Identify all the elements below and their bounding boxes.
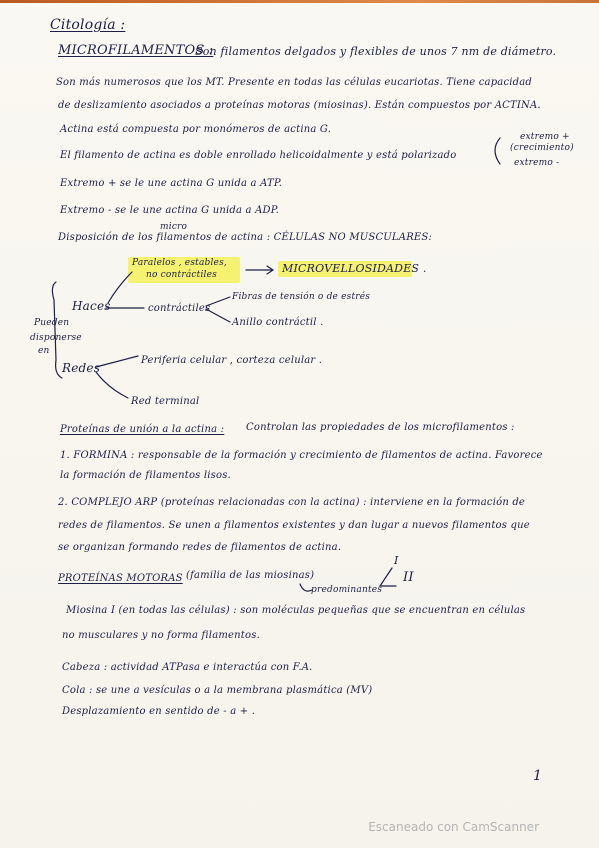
- side-note-1: Pueden: [34, 318, 70, 328]
- arp-line-1: 2. COMPLEJO ARP (proteínas relacionadas con la actina) : interviene en la formación de: [58, 497, 526, 508]
- paralelos-label: Paralelos , estables,: [132, 258, 227, 268]
- proteinas-union-heading: Proteínas de unión a la actina :: [60, 424, 225, 435]
- text-line-2: de deslizamiento asociados a proteínas motoras (miosinas). Están compuestos por ACTINA.: [58, 100, 541, 111]
- disposicion-post: filamentos de actina : CÉLULAS NO MUSCULARES:: [156, 232, 433, 243]
- haces-label: Haces: [72, 299, 111, 313]
- cola-line: Cola : se une a vesículas o a la membrana plasmática (MV): [62, 685, 373, 696]
- side-note-3: en: [38, 346, 50, 356]
- side-note-2: disponerse: [30, 333, 82, 343]
- red-terminal-label: Red terminal: [131, 396, 200, 407]
- page-title: Citología :: [50, 17, 126, 33]
- predominantes-arrow: [300, 584, 312, 591]
- predominantes-label: predominantes: [311, 585, 383, 595]
- text-line-1: Son más numerosos que los MT. Presente en todas las células eucariotas. Tiene capacidad: [56, 77, 533, 88]
- roman-one-small: I: [394, 554, 399, 567]
- periferia-label: Periferia celular , corteza celular .: [141, 355, 323, 366]
- crecimiento-note: (crecimiento): [510, 143, 574, 153]
- contractiles-label: contráctiles: [148, 303, 211, 314]
- text-line-4: El filamento de actina es doble enrollado helicoidalmente y está polarizado: [60, 150, 457, 161]
- motoras-heading: PROTEÍNAS MOTORAS: [58, 573, 183, 584]
- proteinas-union-definition: Controlan las propiedades de los microfilamentos :: [246, 422, 515, 433]
- disposicion-insert: micro: [160, 222, 188, 232]
- microvellosidades-label: MICROVELLOSIDADES .: [282, 262, 427, 275]
- redes-label: Redes: [62, 361, 101, 375]
- page-number: 1: [533, 768, 543, 784]
- roman-two: II: [403, 570, 414, 585]
- desplazamiento-line: Desplazamiento en sentido de - a + .: [62, 706, 256, 717]
- extremo-minus-label: extremo -: [514, 158, 560, 168]
- extremo-plus-label: extremo +: [520, 132, 570, 142]
- branch-redes-down: [96, 372, 128, 398]
- branch-contractiles-down: [206, 309, 230, 322]
- anillo-label: Anillo contráctil .: [232, 317, 324, 328]
- camscanner-watermark: Escaneado con CamScanner: [368, 820, 539, 834]
- microfilamentos-heading: MICROFILAMENTOS :: [58, 43, 214, 58]
- fibras-label: Fibras de tensión o de estrés: [232, 292, 371, 302]
- arp-line-3: se organizan formando redes de filamentos de actina.: [58, 542, 342, 553]
- microfilamentos-definition: Son filamentos delgados y flexibles de unos 7 nm de diámetro.: [195, 45, 557, 58]
- formina-line-2: la formación de filamentos lisos.: [60, 470, 231, 481]
- motoras-definition: (familia de las miosinas): [186, 570, 315, 581]
- no-contractiles-label: no contráctiles: [146, 270, 217, 280]
- branch-contractiles-up: [206, 297, 230, 306]
- text-line-5: Extremo + se le une actina G unida a ATP.: [60, 178, 283, 189]
- text-line-6: Extremo - se le une actina G unida a ADP.: [60, 205, 280, 216]
- branch-haces-up: [108, 272, 132, 303]
- text-line-3: Actina está compuesta por monómeros de actina G.: [60, 124, 332, 135]
- miosina-line-2: no musculares y no forma filamentos.: [62, 630, 260, 641]
- cabeza-line: Cabeza : actividad ATPasa e interactúa con F.A.: [62, 662, 313, 673]
- roman-angle: [380, 568, 396, 586]
- polarity-brace: [495, 138, 500, 164]
- arp-line-2: redes de filamentos. Se unen a filamentos existentes y dan lugar a nuevos filamentos que: [58, 520, 530, 531]
- branch-redes-up: [96, 356, 138, 367]
- miosina-line-1: Miosina I (en todas las células) : son moléculas pequeñas que se encuentran en células: [66, 605, 526, 616]
- haces-redes-brace: [52, 282, 62, 378]
- disposicion-pre: Disposición de los: [58, 232, 153, 243]
- formina-line-1: 1. FORMINA : responsable de la formación y crecimiento de filamentos de actina. Favorece: [60, 450, 543, 461]
